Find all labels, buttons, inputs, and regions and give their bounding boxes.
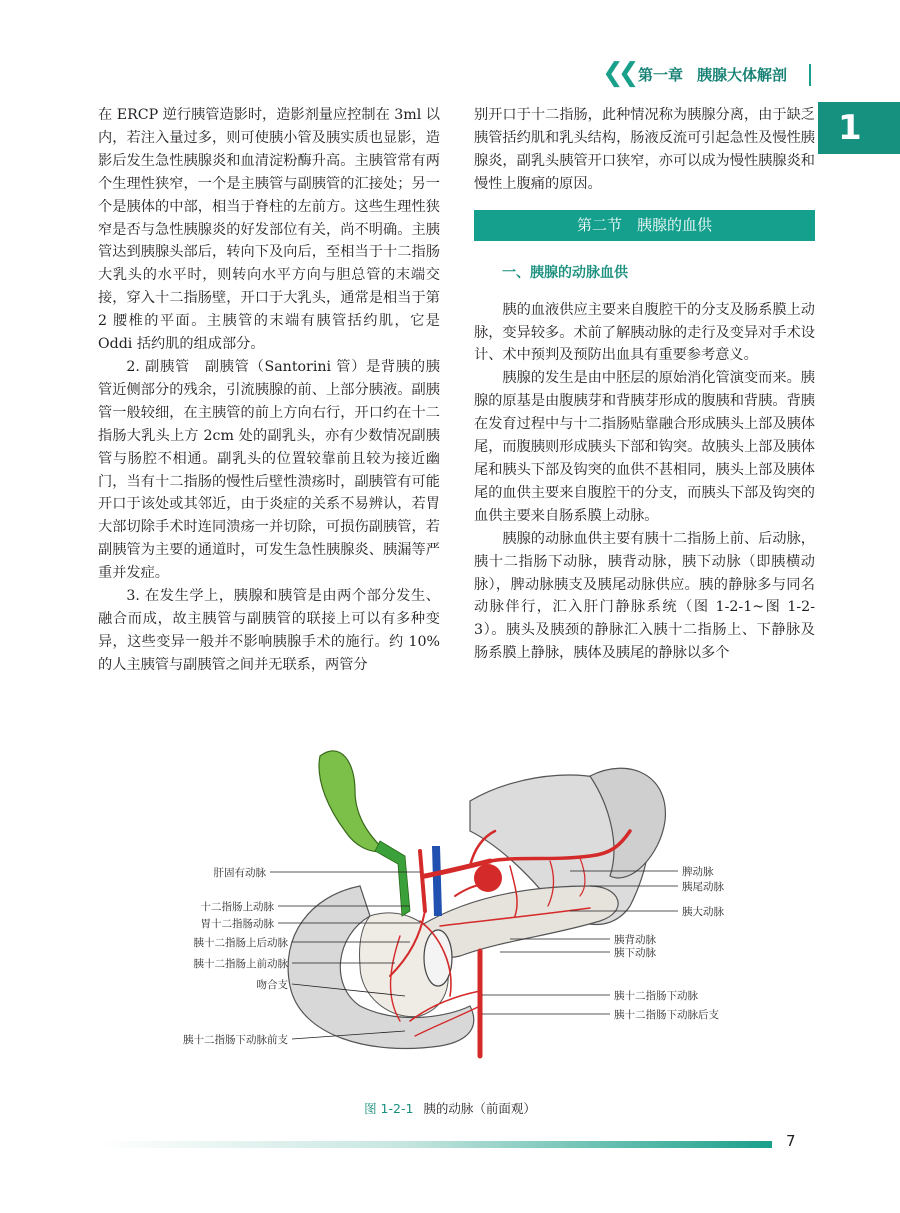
paragraph: 胰腺的发生是由中胚层的原始消化管演变而来。胰腺的原基是由腹胰芽和背胰芽形成的腹胰和背胰。背胰在发育过程中与十二指肠贴靠融合形成胰头上部及胰体尾，而腹胰则形成胰头下部和钩突。故胰头上部及胰体尾和胰头下部及钩突的血供不甚相同，胰头上部及胰体尾的血供主要来自腹腔干的分支，而胰头下部及钩突的血供主要来自肠系膜上动脉。 [474,370,815,524]
label-great-pancreatic-artery: 胰大动脉 [682,906,724,918]
duodenal-lumen-shape [424,930,452,986]
anatomy-figure [170,736,775,1096]
chapter-label: 第一章 [638,66,684,84]
subsection-title: 一、胰腺的动脉血供 [502,264,628,281]
label-caudal-pancreatic-artery: 胰尾动脉 [682,881,724,893]
figure-number: 图 1-2-1 [364,1101,414,1116]
page-number: 7 [786,1132,796,1150]
paragraph: 2. 副胰管 副胰管（Santorini 管）是背胰的胰管近侧部分的残余，引流胰腺的前、上部分胰液。副胰管一般较细，在主胰管的前上方向右行，开口约在十二指肠大乳头上方 2cm 处的副乳头，亦有少数情况副胰管与肠腔不相通。副乳头的位置较靠前且较为接近幽门，当有十二指肠的慢性后壁性溃疡时，副胰管有可能开口于该处或其邻近，由于炎症的关系不易辨认，若胃大部切除手术时连同溃疡一并切除，可损伤副胰管，若副胰管为主要的通道时，可发生急性胰腺炎、胰漏等严重并发症。 [98,358,440,582]
paragraph: 在 ERCP 逆行胰管造影时，造影剂量应控制在 3ml 以内，若注入量过多，则可使胰小管及胰实质也显影，造影后发生急性胰腺炎和血清淀粉酶升高。主胰管常有两个生理性狭窄，一个是主胰管与副胰管的汇接处；另一个是胰体的中部，相当于脊柱的左前方。这些生理性狭窄是否与急性胰腺炎的好发部位有关，尚不明确。主胰管达到胰腺头部后，转向下及向后，至相当于十二指肠大乳头的水平时，则转向水平方向与胆总管的末端交接，穿入十二指肠壁，开口于大乳头，通常是相当于第 2 腰椎的平面。主胰管的末端有胰管括约肌，它是 Oddi 括约肌的组成部分。 [98,107,440,353]
figure-caption-text: 胰的动脉（前面观） [423,1101,536,1116]
label-anastomotic-branch: 吻合支 [256,979,288,991]
bile-duct-shape [375,841,410,916]
label-inferior-pancreatic-artery: 胰下动脉 [614,947,656,959]
label-sup-ant-pd-artery: 胰十二指肠上前动脉 [193,958,288,970]
right-column [474,104,815,665]
label-inf-pd-ant-branch: 胰十二指肠下动脉前支 [183,1034,288,1046]
paragraph: 别开口于十二指肠，此种情况称为胰腺分离，由于缺乏胰管括约肌和乳头结构，肠液反流可引起急性及慢性胰腺炎，副乳头胰管开口狭窄，亦可以成为慢性胰腺炎和慢性上腹痛的原因。 [474,107,815,192]
label-sup-post-pd-artery: 胰十二指肠上后动脉 [193,937,288,949]
paragraph: 3. 在发生学上，胰腺和胰管是由两个部分发生、融合而成，故主胰管与副胰管的联接上可以有多种变异，这些变异一般并不影响胰腺手术的施行。约 10% 的人主胰管与副胰管之间并无联系，两管分 [98,588,440,673]
header-divider [809,64,811,86]
label-inf-pd-artery: 胰十二指肠下动脉 [614,990,698,1002]
label-supraduodenal-artery: 十二指肠上动脉 [200,901,274,913]
gallbladder-shape [319,751,385,852]
label-inf-pd-post-branch: 胰十二指肠下动脉后支 [614,1009,719,1021]
chapter-tab: 1 [818,102,900,154]
chapter-title: 胰腺大体解剖 [697,66,788,84]
double-chevron-icon: ❮❮ [602,58,634,88]
pancreas-arteries-illustration [170,736,775,1096]
label-gastroduodenal-artery: 胃十二指肠动脉 [200,918,274,930]
header-title [638,64,787,85]
running-header [0,58,900,88]
figure-caption [0,1099,900,1117]
paragraph: 胰的血液供应主要来自腹腔干的分支及肠系膜上动脉，变异较多。术前了解胰动脉的走行及变异对手术设计、术中预判及预防出血具有重要参考意义。 [474,301,815,364]
label-hepatic-artery: 肝固有动脉 [213,867,266,879]
section-title: 第二节 胰腺的血供 [474,210,815,241]
portal-vein-shape [432,846,442,916]
footer-gradient-bar [100,1141,772,1148]
label-splenic-artery: 脾动脉 [682,866,714,878]
left-column [98,104,440,677]
label-dorsal-pancreatic-artery: 胰背动脉 [614,934,656,946]
paragraph: 胰腺的动脉血供主要有胰十二指肠上前、后动脉，胰十二指肠下动脉，胰背动脉，胰下动脉（即胰横动脉），脾动脉胰支及胰尾动脉供应。胰的静脉多与同名动脉伴行，汇入肝门静脉系统（图 1-2-1~图 1-2-3）。胰头及胰颈的静脉汇入胰十二指肠上、下静脉及肠系膜上静脉，胰体及胰尾的静脉以多个 [474,530,815,662]
